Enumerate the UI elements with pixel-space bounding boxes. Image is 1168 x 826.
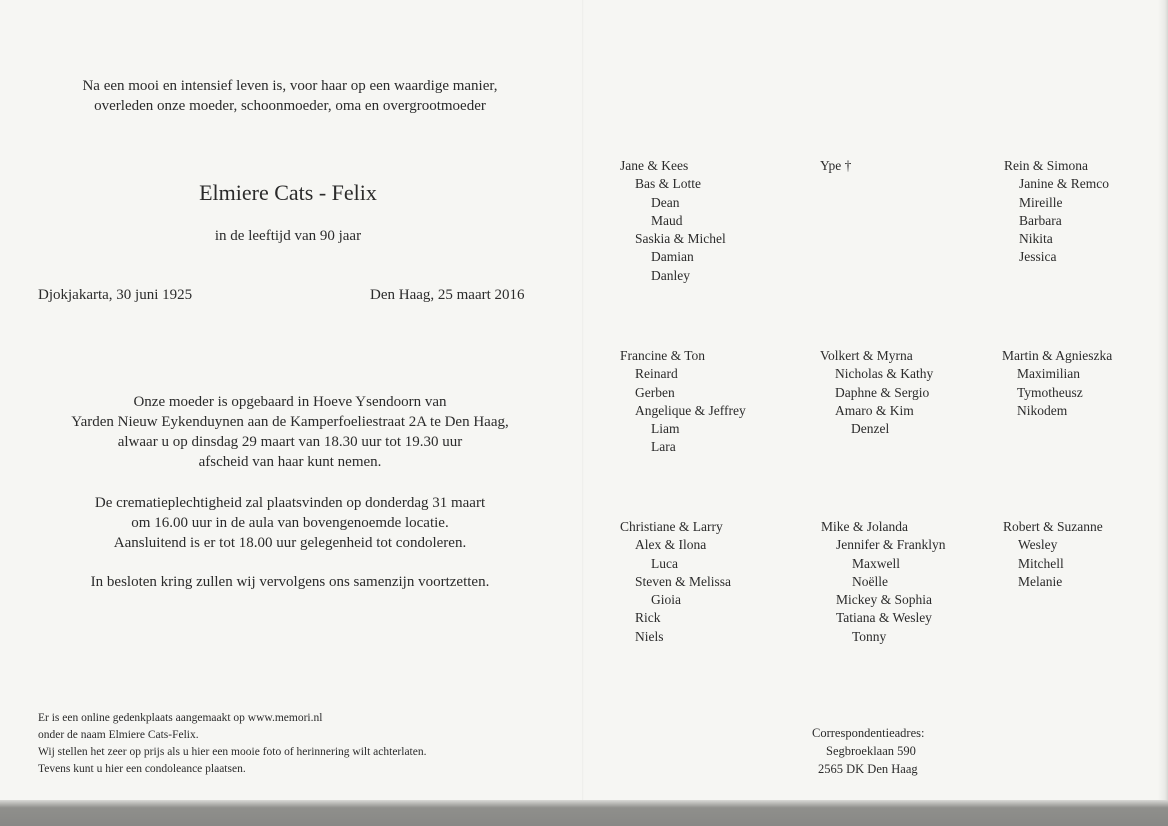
family-member: Denzel (851, 421, 890, 437)
correspondence-street: Segbroeklaan 590 (826, 744, 916, 758)
family-head: Robert & Suzanne (1003, 519, 1103, 534)
footer-line: Tevens kunt u hier een condoleance plaatsen. (38, 763, 246, 775)
family-member: Mireille (1019, 194, 1063, 210)
family-member: Alex & Ilona (635, 537, 707, 553)
family-member: Maud (651, 212, 683, 228)
paragraph-line: De crematieplechtigheid zal plaatsvinden op donderdag 31 maart (94, 495, 486, 511)
cremation-paragraph (40, 493, 540, 553)
online-memorial-note (38, 710, 426, 778)
family-member: Melanie (1018, 573, 1063, 589)
family-group (620, 347, 746, 457)
death-place-date: Den Haag, 25 maart 2016 (370, 287, 525, 303)
paragraph-line: In besloten kring zullen wij vervolgens ons samenzijn voortzetten. (90, 574, 490, 590)
family-head: Martin & Agnieszka (1002, 348, 1113, 363)
family-member: Mickey & Sophia (836, 592, 932, 608)
family-member: Luca (651, 555, 678, 571)
family-member: Danley (651, 267, 690, 283)
family-member: Niels (635, 628, 664, 644)
family-member: Bas & Lotte (635, 176, 701, 192)
family-member: Dean (651, 194, 680, 210)
family-head: Volkert & Myrna (820, 348, 913, 363)
family-group (820, 347, 933, 438)
family-member: Maximilian (1017, 366, 1080, 382)
intro-line: Na een mooi en intensief leven is, voor haar op een waardige manier, (82, 78, 498, 94)
correspondence-address (812, 724, 924, 778)
family-head: Rein & Simona (1004, 158, 1088, 173)
family-member: Tymotheusz (1017, 384, 1083, 400)
family-member: Lara (651, 439, 676, 455)
family-head: Francine & Ton (620, 348, 706, 363)
family-member: Maxwell (852, 555, 900, 571)
family-head: Christiane & Larry (620, 519, 723, 534)
family-member: Saskia & Michel (635, 231, 726, 247)
age-line: in de leeftijd van 90 jaar (214, 228, 362, 244)
intro-text (40, 76, 540, 116)
viewing-paragraph (40, 392, 540, 472)
family-member: Barbara (1019, 212, 1062, 228)
family-member: Daphne & Sergio (835, 384, 930, 400)
family-member: Gioia (651, 592, 681, 608)
family-member: Amaro & Kim (835, 402, 914, 418)
footer-line: Er is een online gedenkplaats aangemaakt op www.memori.nl (38, 712, 323, 724)
family-member: Gerben (635, 384, 675, 400)
family-group (1004, 157, 1109, 267)
family-member: Angelique & Jeffrey (635, 402, 746, 418)
card-fold (582, 0, 584, 800)
family-member: Damian (651, 249, 694, 265)
family-member: Jessica (1019, 249, 1057, 265)
family-member: Nicholas & Kathy (835, 366, 934, 382)
scanner-background (0, 800, 1168, 826)
family-member: Rick (635, 610, 661, 626)
intro-line: overleden onze moeder, schoonmoeder, oma en overgrootmoeder (94, 98, 486, 114)
family-group (820, 157, 851, 175)
family-member: Nikodem (1017, 402, 1068, 418)
correspondence-label: Correspondentieadres: (812, 726, 925, 740)
family-member: Noëlle (852, 573, 888, 589)
closing-paragraph (40, 572, 540, 592)
family-member: Reinard (635, 366, 678, 382)
paragraph-line: om 16.00 uur in de aula van bovengenoemde locatie. (131, 515, 449, 531)
family-member: Jennifer & Franklyn (836, 537, 946, 553)
footer-line: onder de naam Elmiere Cats-Felix. (38, 729, 199, 741)
family-head: Jane & Kees (620, 158, 689, 173)
card-edge (1158, 0, 1168, 800)
family-group (1002, 347, 1112, 420)
family-head: Mike & Jolanda (821, 519, 908, 534)
paragraph-line: Yarden Nieuw Eykenduynen aan de Kamperfoeliestraat 2A te Den Haag, (71, 414, 509, 430)
paragraph-line: Aansluitend is er tot 18.00 uur gelegenheid tot condoleren. (113, 535, 467, 551)
family-group (620, 518, 731, 646)
family-group (821, 518, 945, 646)
family-member: Tatiana & Wesley (836, 610, 932, 626)
family-member: Nikita (1019, 231, 1053, 247)
correspondence-city: 2565 DK Den Haag (818, 762, 918, 776)
family-member: Liam (651, 421, 680, 437)
paragraph-line: alwaar u op dinsdag 29 maart van 18.30 uur tot 19.30 uur (117, 434, 463, 450)
family-group (1003, 518, 1103, 591)
paragraph-line: afscheid van haar kunt nemen. (198, 454, 382, 470)
family-member: Janine & Remco (1019, 176, 1109, 192)
birth-place-date: Djokjakarta, 30 juni 1925 (38, 287, 193, 303)
footer-line: Wij stellen het zeer op prijs als u hier een mooie foto of herinnering wilt achterlaten. (38, 746, 427, 758)
family-member: Wesley (1018, 537, 1058, 553)
family-head: Ype † (820, 158, 852, 173)
family-member: Steven & Melissa (635, 573, 731, 589)
deceased-name: Elmiere Cats - Felix (199, 180, 377, 205)
family-member: Tonny (852, 628, 887, 644)
paragraph-line: Onze moeder is opgebaard in Hoeve Ysendoorn van (133, 394, 447, 410)
family-group (620, 157, 726, 285)
family-member: Mitchell (1018, 555, 1064, 571)
